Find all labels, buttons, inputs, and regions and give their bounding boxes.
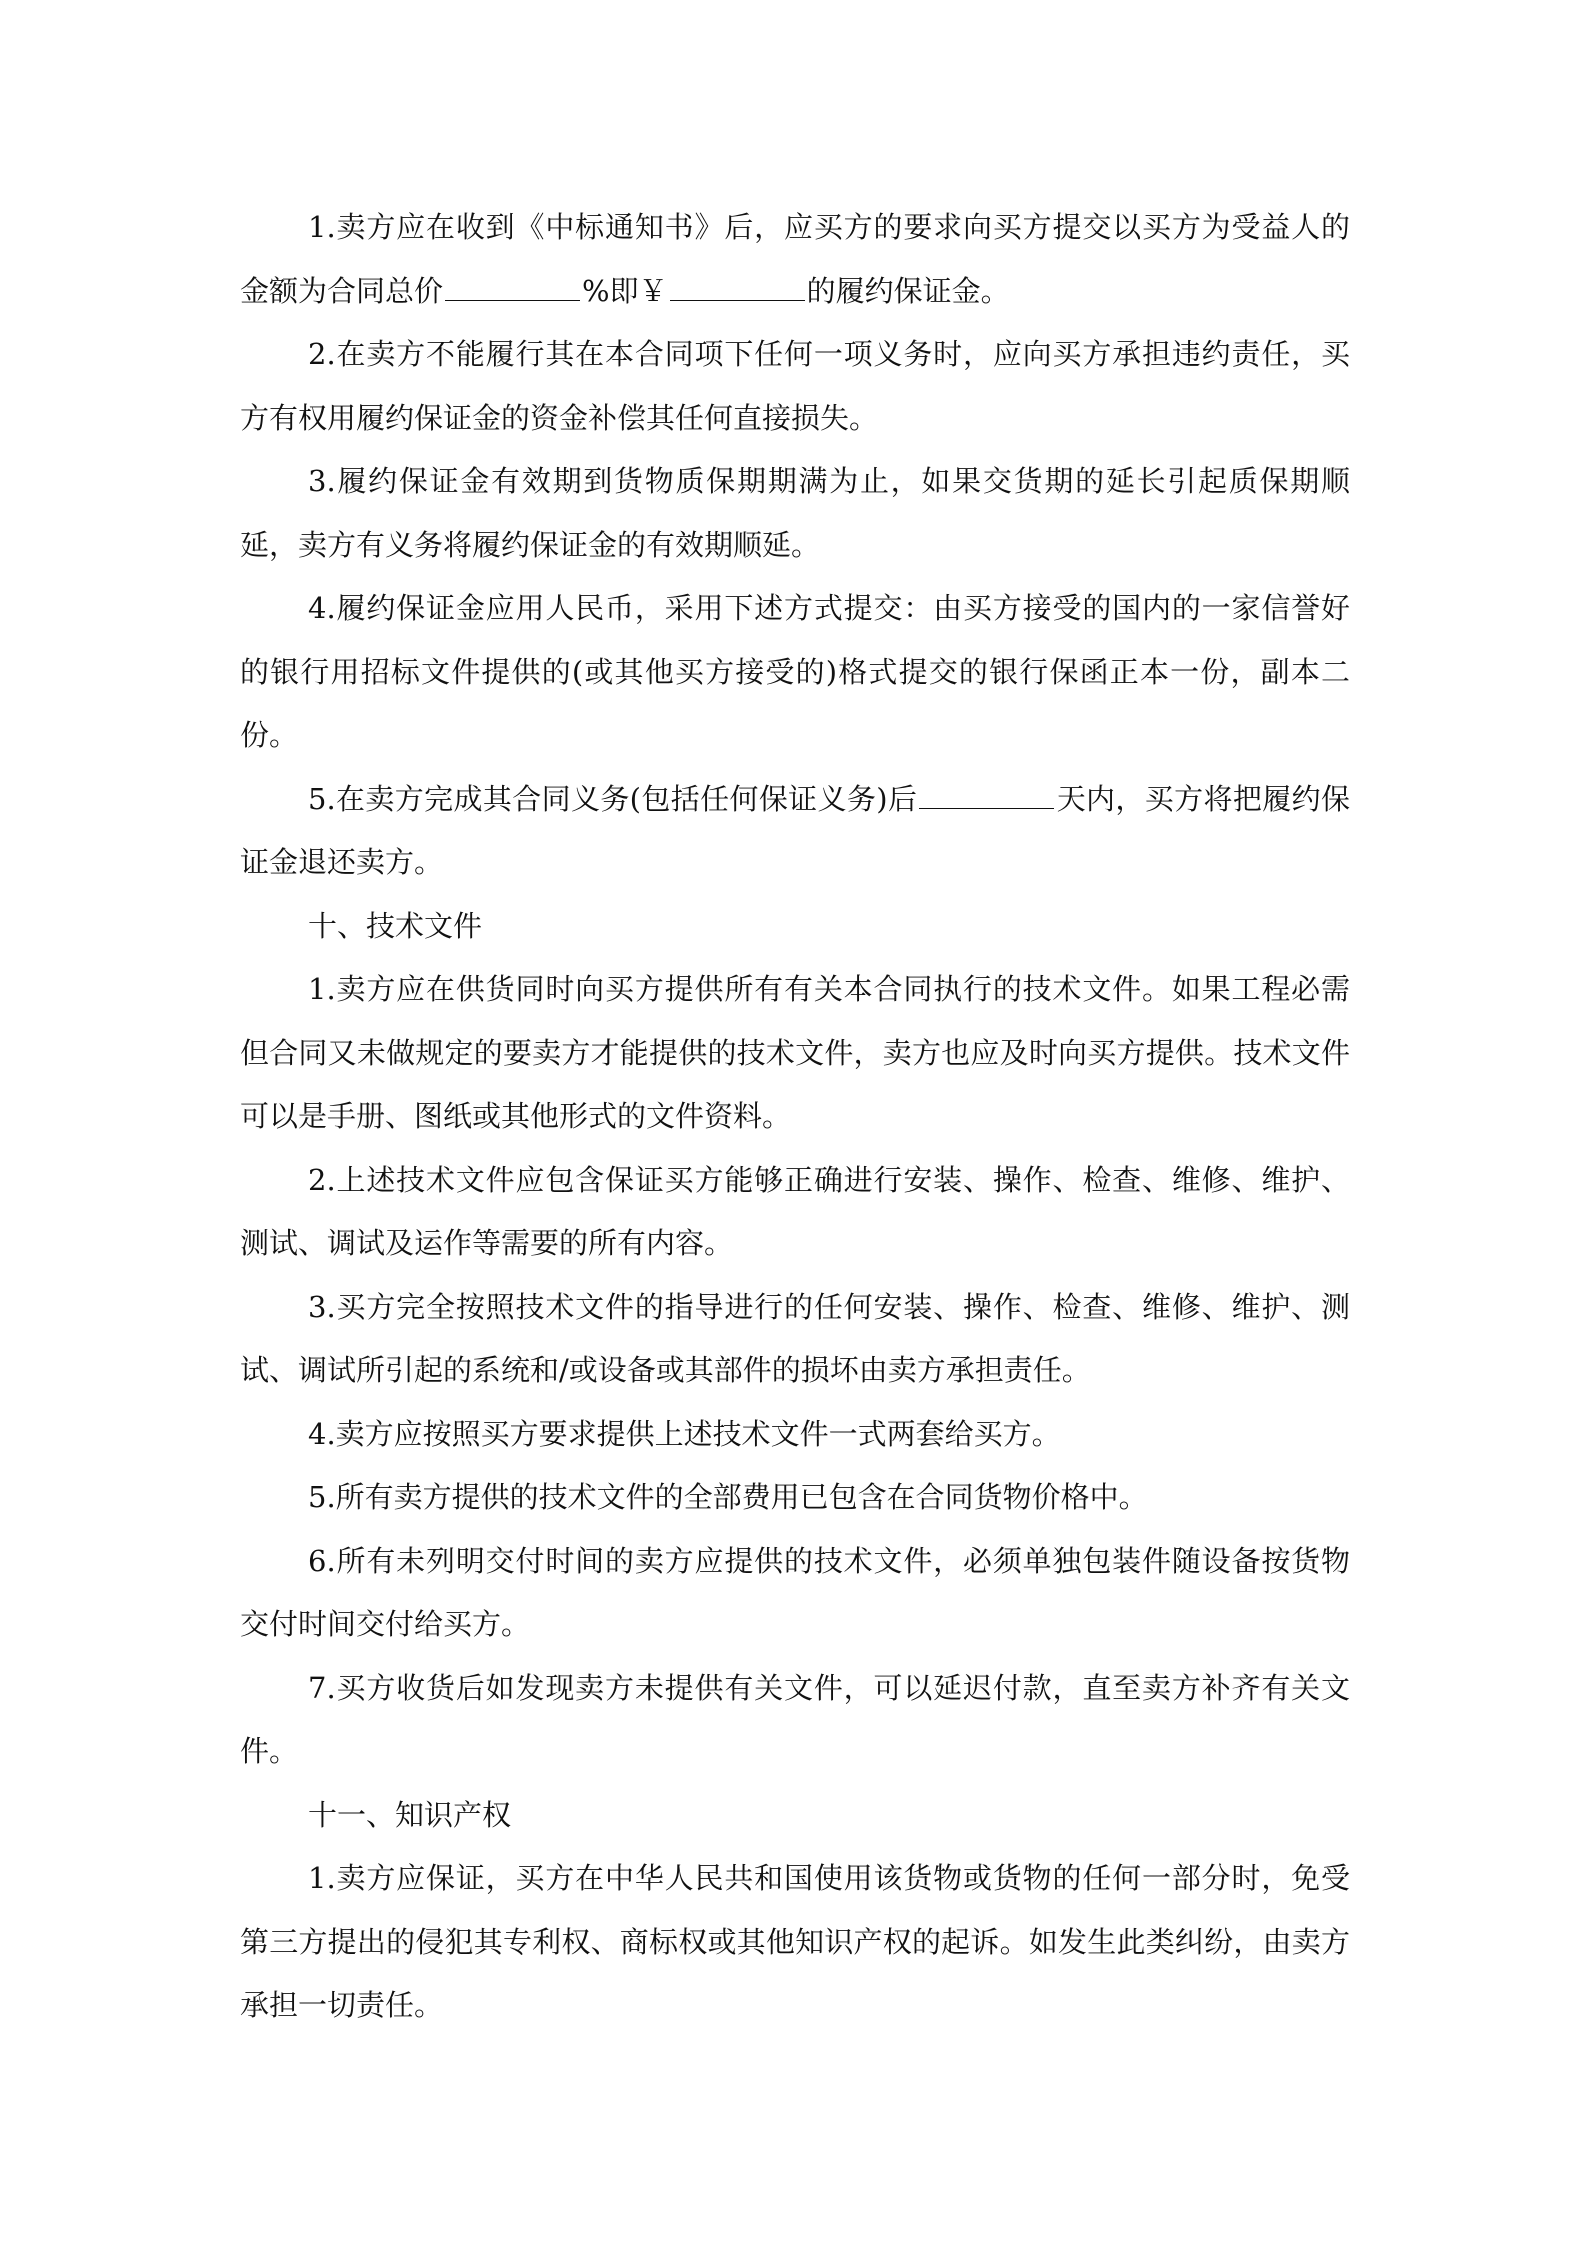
clause-9-5-text-after: 天内，买方将把履约保证金退还卖方。 (240, 781, 1350, 879)
document-body (240, 196, 1350, 2038)
clause-10-5: 5.所有卖方提供的技术文件的全部费用已包含在合同货物价格中。 (308, 1480, 1148, 1514)
clause-10-6: 6.所有未列明交付时间的卖方应提供的技术文件，必须单独包装件随设备按货物交付时间交付给买方。 (240, 1543, 1350, 1641)
clause-10-3: 3.买方完全按照技术文件的指导进行的任何安装、操作、检查、维修、维护、测试、调试所引起的系统和/或设备或其部件的损坏由卖方承担责任。 (240, 1289, 1350, 1387)
clause-9-5 (240, 768, 1350, 895)
clause-9-5-text-before: 5.在卖方完成其合同义务(包括任何保证义务)后 (308, 781, 918, 816)
clause-9-2: 2.在卖方不能履行其在本合同项下任何一项义务时，应向买方承担违约责任，买方有权用履约保证金的资金补偿其任何直接损失。 (240, 337, 1350, 435)
clause-10-2: 2.上述技术文件应包含保证买方能够正确进行安装、操作、检查、维修、维护、测试、调试及运作等需要的所有内容。 (240, 1162, 1350, 1260)
clause-9-1-text-middle: %即￥ (582, 273, 668, 308)
clause-10-7: 7.买方收货后如发现卖方未提供有关文件，可以延迟付款，直至卖方补齐有关文件。 (240, 1670, 1350, 1768)
clause-9-3: 3.履约保证金有效期到货物质保期期满为止，如果交货期的延长引起质保期顺延，卖方有义务将履约保证金的有效期顺延。 (240, 464, 1350, 562)
clause-9-1 (240, 196, 1350, 323)
section-heading-intellectual-property: 十一、知识产权 (308, 1797, 512, 1832)
clause-10-1: 1.卖方应在供货同时向买方提供所有有关本合同执行的技术文件。如果工程必需但合同又未做规定的要卖方才能提供的技术文件，卖方也应及时向买方提供。技术文件可以是手册、图纸或其他形式的文件资料。 (240, 972, 1350, 1133)
clause-9-1-text-before: 1.卖方应在收到《中标通知书》后，应买方的要求向买方提交以买方为受益人的金额为合同总价 (240, 210, 1350, 308)
clause-9-4: 4.履约保证金应用人民币，采用下述方式提交：由买方接受的国内的一家信誉好的银行用招标文件提供的(或其他买方接受的)格式提交的银行保函正本一份，副本二份。 (240, 591, 1350, 752)
section-heading-technical-documents: 十、技术文件 (308, 908, 483, 943)
clause-11-1: 1.卖方应保证，买方在中华人民共和国使用该货物或货物的任何一部分时，免受第三方提出的侵犯其专利权、商标权或其他知识产权的起诉。如发生此类纠纷，由卖方承担一切责任。 (240, 1861, 1350, 2022)
percentage-blank (445, 270, 580, 301)
days-blank (919, 778, 1054, 809)
amount-blank (670, 270, 805, 301)
clause-9-1-text-after: 的履约保证金。 (806, 273, 1010, 308)
clause-10-4: 4.卖方应按照买方要求提供上述技术文件一式两套给买方。 (308, 1416, 1061, 1451)
